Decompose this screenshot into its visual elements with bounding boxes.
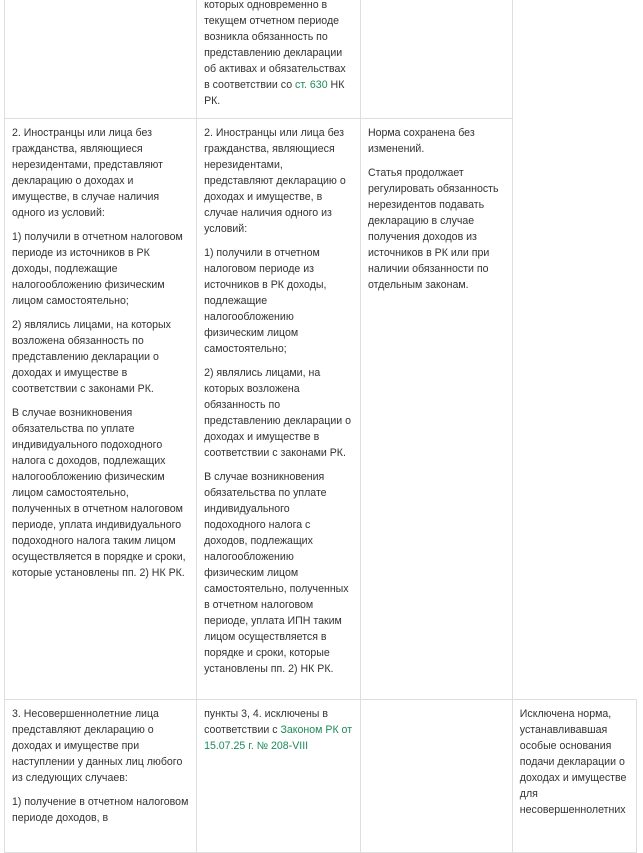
row1-cell-old [5,0,197,119]
row2-cell-comment [360,119,512,700]
row2-cell-old [5,119,197,700]
row3-extra-text: Исключена норма, устанавливавшая особые основания подачи декларации о доходах и имуществе для несовершеннолетних [519,708,627,816]
row2-old-p1: 2. Иностранцы или лица без гражданства, являющиеся нерезидентами, представляют декларацию о доходах и имуществе, в случае наличия одного из условий: [12,127,163,219]
comparison-table [4,0,637,853]
row3-cell-extra [512,700,636,853]
table-row [5,119,637,700]
row1-new-paragraph [204,0,353,109]
row2-old-p2: 1) получили в отчетном налоговом периоде из источников в РК доходы, подлежащие налогообложению физическим лицом самостоятельно; [12,231,183,307]
table-row [5,0,637,119]
row1-new-text: которых одновременно в текущем отчетном периоде возникла обязанность по представлению декларации об активах и обязательствах в соответствии со [204,0,346,91]
row2-cell-extra [512,119,636,700]
article-630-link[interactable]: ст. 630 [295,79,328,91]
row2-new-p1: 2. Иностранцы или лица без гражданства, являющиеся нерезидентами, представляют декларацию о доходах и имуществе, в случае наличия одного из условий: [204,127,346,235]
row2-new-p3: 2) являлись лицами, на которых возложена обязанность по представлению декларации о доходах и имуществе в соответствии с законами РК. [204,367,351,459]
law-208-link[interactable]: Законом РК от 15.07.25 г. № 208-VIII [204,724,353,752]
row3-old-p2: 1) получение в отчетном налоговом периоде доходов, в [12,796,189,824]
row1-cell-comment [360,0,512,119]
row1-cell-new [197,0,361,119]
row3-cell-old [5,700,197,853]
row1-new-suffix: НК РК. [204,79,345,107]
row2-new-p4: В случае возникновения обязательства по уплате индивидуального подоходного налога с доходов, подлежащих налогообложению физическим лицом самостоятельно, полученных в отчетном налоговом периоде, уплата ИПН таким лицом осуществляется в порядке и сроки, которые установлены пп. 2) НК РК. [204,471,349,675]
row2-cell-new [197,119,361,700]
row3-cell-comment [360,700,512,853]
row3-new-text: пункты 3, 4. исключены в соответствии с [204,708,328,736]
row3-new-paragraph [204,706,353,754]
row1-cell-extra [512,0,636,119]
row2-comment-p2: Статья продолжает регулировать обязанность нерезидентов подавать декларацию в случае получения доходов из источников в РК или при наличии обязанности по отдельным законам. [367,167,499,291]
row2-old-p3: 2) являлись лицами, на которых возложена обязанность по представлению декларации о доходах и имуществе в соответствии с законами РК. [12,319,171,395]
table-row [5,700,637,853]
row3-old-p1: 3. Несовершеннолетние лица представляют декларацию о доходах и имуществе при наступлении у данных лиц любого из следующих случаев: [12,708,183,784]
row2-old-p4: В случае возникновения обязательства по уплате индивидуального подоходного налога с доходов, подлежащих налогообложению физическим лицом самостоятельно, полученных в отчетном налоговом периоде, уплата индивидуального подоходного налога таким лицом осуществляется в порядке и сроки, которые установлены пп. 2) НК РК. [12,407,186,579]
row2-new-p2: 1) получили в отчетном налоговом периоде из источников в РК доходы, подлежащие налогообложению физическим лицом самостоятельно; [204,247,327,355]
row3-cell-new [197,700,361,853]
row2-comment-p1: Норма сохранена без изменений. [367,127,475,155]
